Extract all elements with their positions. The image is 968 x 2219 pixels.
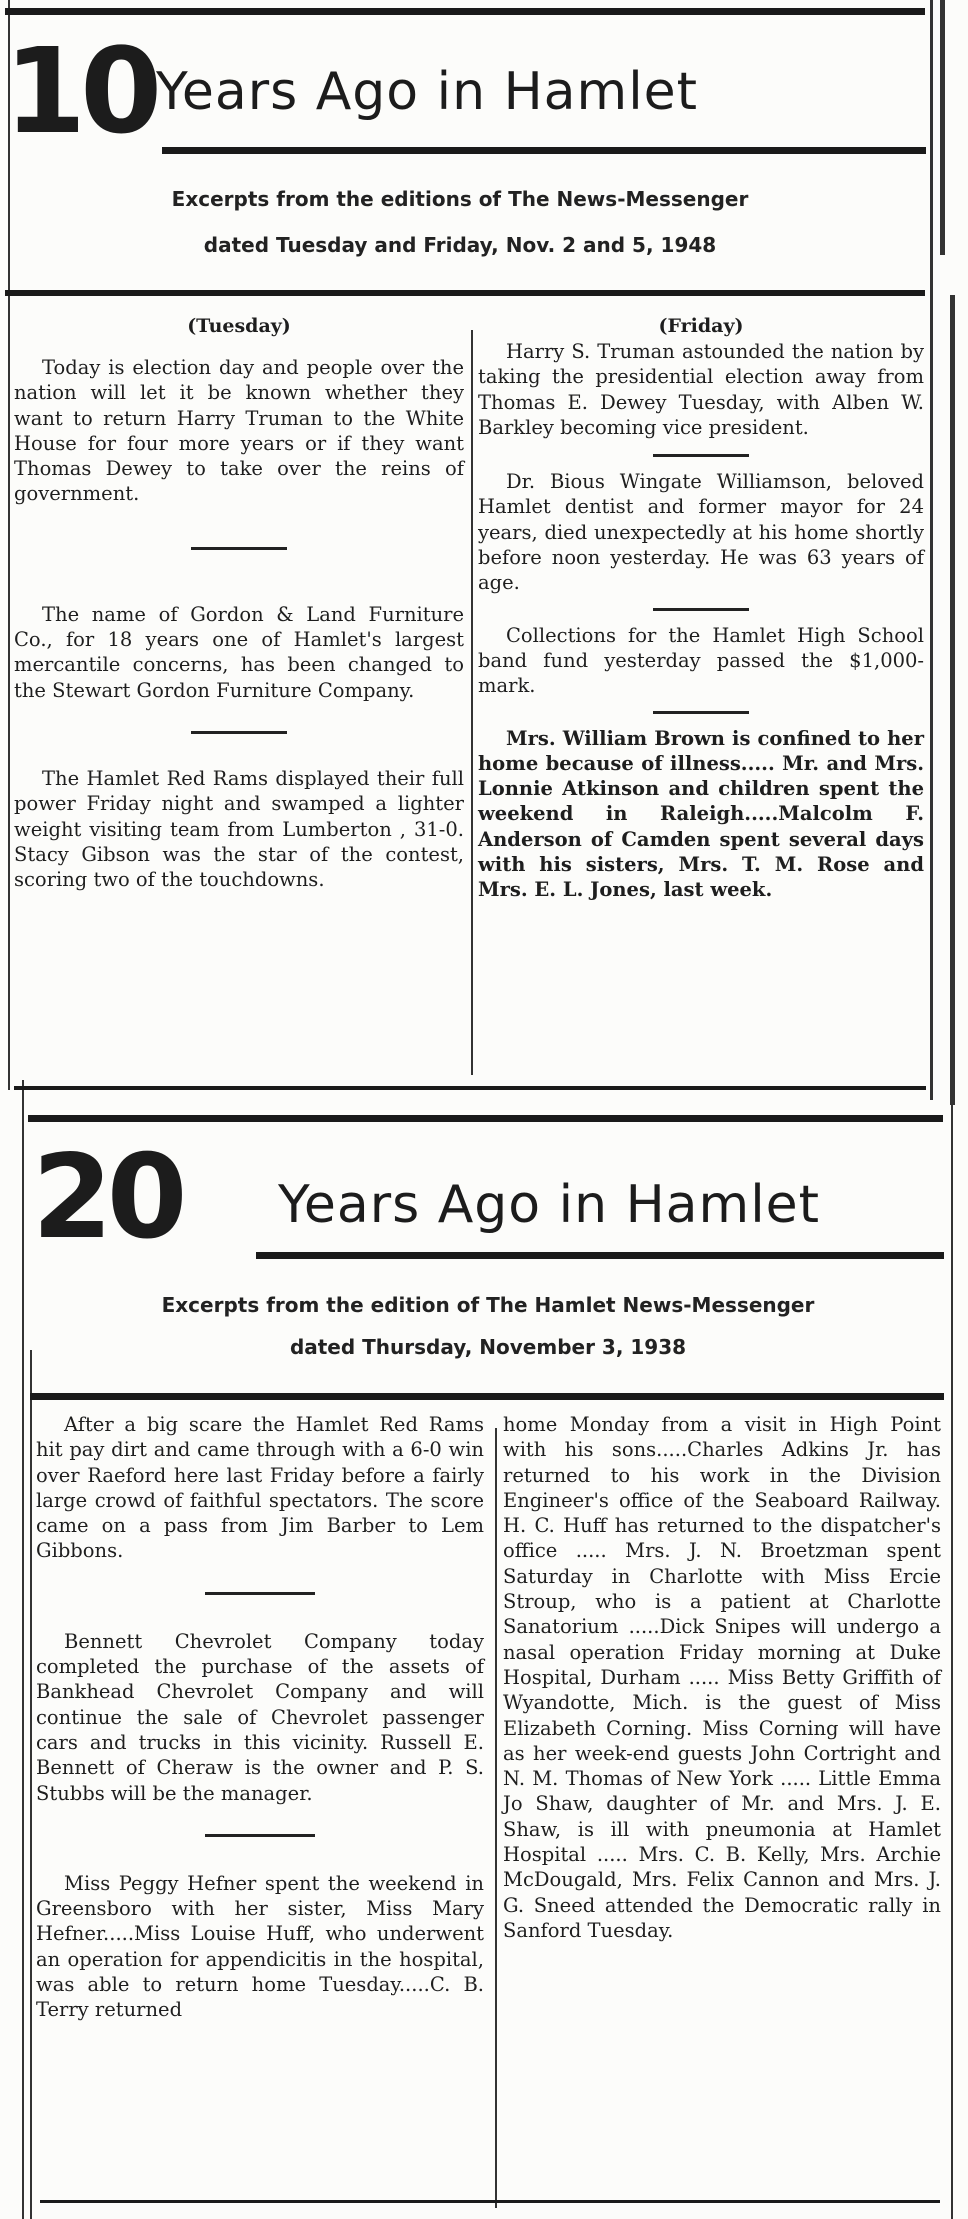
top-rule (5, 8, 925, 15)
article: The name of Gordon & Land Furniture Co., for 18 years one of Hamlet's largest mercantile concerns, has been changed to the Stewart Gordon Furniture Company. (14, 602, 464, 702)
section-20-bottom-rule (40, 2200, 940, 2203)
article: Harry S. Truman astounded the nation by taking the presidential election away from Thomas E. Dewey Tuesday, with Alben W. Barkley becoming vice president. (478, 340, 924, 439)
section-10-title: Years Ago in Hamlet (156, 62, 699, 122)
left-border-lower (22, 1080, 24, 2219)
article: The Hamlet Red Rams displayed their full power Friday night and swamped a lighter weight visiting team from Lumberton , 31-0. Stacy Gibson was the star of the contest, scoring two of the touchdowns. (14, 766, 464, 892)
section-20-title: Years Ago in Hamlet (278, 1175, 821, 1235)
article-separator (205, 1834, 315, 1837)
article-separator (191, 731, 287, 734)
section-10-subhead-2: dated Tuesday and Friday, Nov. 2 and 5, 1948 (203, 233, 717, 257)
section-20-left-column (36, 1412, 484, 2023)
column-divider (495, 1428, 497, 2208)
section-10-left-column (14, 314, 464, 892)
section-10-bottom-rule (14, 1086, 926, 1090)
day-label-tuesday: (Tuesday) (187, 315, 291, 337)
article-continuation: home Monday from a visit in High Point with his sons.....Charles Adkins Jr. has returned to his work in the Division Engineer's office of the Seaboard Railway. H. C. Huff has returned to the dispatcher's office ..... Mrs. J. N. Broetzman spent Saturday in Charlotte with Miss Ercie Stroup, who is a patient at Charlotte Sanatorium .....Dick Snipes will undergo a nasal operation Friday morning at Duke Hospital, Durham ..... Miss Betty Griffith of Wyandotte, Mich. is the guest of Miss Elizabeth Corning. Miss Corning will have as her week-end guests John Cortright and N. M. Thomas of New York ..... Little Emma Jo Shaw, daughter of Mr. and Mrs. J. E. Shaw, is ill with pneumonia at Hamlet Hospital ..... Mrs. C. B. Kelly, Mrs. Archie McDougald, Mrs. Felix Cannon and Mrs. J. G. Sneed attended the Democratic rally in Sanford Tuesday. (503, 1413, 941, 1942)
right-border-outer-lower (950, 295, 955, 1105)
article-separator (191, 547, 287, 550)
section-20-right-column (503, 1412, 941, 1943)
section-20-subhead-2: dated Thursday, November 3, 1938 (289, 1335, 687, 1359)
article: Dr. Bious Wingate Williamson, beloved Hamlet dentist and former mayor for 24 years, died unexpectedly at his home shortly before noon yesterday. He was 63 years of age. (478, 470, 924, 595)
right-border-lower (951, 1090, 953, 2219)
article-separator (653, 454, 749, 457)
section-10-header-bottom-rule (5, 290, 925, 296)
section-10-number: 10 (4, 22, 157, 160)
article-separator (653, 711, 749, 714)
section-20-header-bottom-rule (30, 1393, 944, 1400)
section-20-number: 20 (32, 1130, 182, 1265)
section-20-subhead-1: Excerpts from the edition of The Hamlet News-Messenger (161, 1293, 815, 1317)
article: Mrs. William Brown is confined to her home because of illness..... Mr. and Mrs. Lonnie Atkinson and children spent the weekend in Raleigh.....Malcolm F. Anderson of Camden spent several days with his sisters, Mrs. T. M. Rose and Mrs. E. L. Jones, last week. (478, 726, 924, 902)
article-separator (653, 608, 749, 611)
section-10-title-underline (162, 147, 926, 154)
article: Today is election day and people over the nation will let it be known whether they want to return Harry Truman to the White House for four more years or if they want Thomas Dewey to take over the reins of government. (14, 356, 464, 506)
section-20-title-underline (256, 1252, 944, 1259)
article: Collections for the Hamlet High School band fund yesterday passed the $1,000-mark. (478, 623, 924, 698)
day-label-friday: (Friday) (658, 315, 744, 337)
column-divider (471, 330, 473, 1075)
article: Bennett Chevrolet Company today completed the purchase of the assets of Bankhead Chevrolet Company and will continue the sale of Chevrolet passenger cars and trucks in this vicinity. Russell E. Bennett of Cheraw is the owner and P. S. Stubbs will be the manager. (36, 1629, 484, 1805)
left-border (8, 0, 10, 1090)
article: Miss Peggy Hefner spent the weekend in Greensboro with her sister, Miss Mary Hefner.....Miss Louise Huff, who underwent an operation for appendicitis in the hospital, was able to return home Tuesday.....C. B. Terry returned (36, 1871, 484, 2022)
section-10-subhead-1: Excerpts from the editions of The News-Messenger (171, 187, 749, 211)
section-10-right-column (478, 314, 924, 903)
section-20-top-rule (28, 1115, 943, 1122)
right-border-outer (940, 0, 945, 255)
left-border-lower-inner (30, 1350, 32, 2219)
right-border (930, 0, 933, 1100)
article: After a big scare the Hamlet Red Rams hit pay dirt and came through with a 6-0 win over Raeford here last Friday before a fairly large crowd of faithful spectators. The score came on a pass from Jim Barber to Lem Gibbons. (36, 1413, 484, 1563)
article-separator (205, 1592, 315, 1595)
